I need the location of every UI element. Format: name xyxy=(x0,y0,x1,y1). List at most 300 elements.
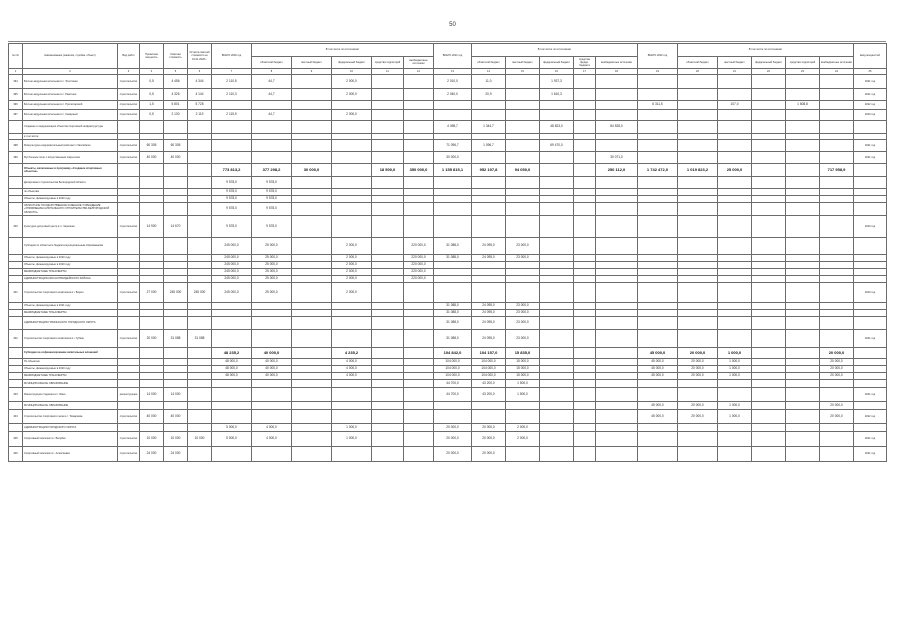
cell-name: Департамент строительства Белгородской области xyxy=(23,177,118,189)
cell-no xyxy=(9,189,23,196)
cell-t21 xyxy=(434,203,472,216)
cell-t21 xyxy=(434,262,472,269)
cell-c14: 24 095,0 xyxy=(472,310,506,317)
cell-name: Строительство спортивного комплекса в г. Бирюч xyxy=(23,283,118,303)
cell-c9 xyxy=(292,447,332,462)
cell-no: 396 xyxy=(9,101,23,110)
cell-rem xyxy=(188,262,212,269)
cell-c14: 20 000,0 xyxy=(472,424,506,432)
cell-c20: 107,0 xyxy=(718,101,752,110)
cell-c20: 1 000,0 xyxy=(718,366,752,373)
cell-work xyxy=(118,164,140,177)
cell-c11 xyxy=(372,189,404,196)
cell-t21 xyxy=(434,410,472,424)
cell-c15: 23 000,0 xyxy=(506,317,540,330)
cell-c10 xyxy=(332,152,372,164)
cell-c20 xyxy=(718,317,752,330)
cell-c12 xyxy=(404,310,434,317)
cell-c9 xyxy=(292,283,332,303)
cell-cap: 14 900 xyxy=(140,216,164,238)
cell-t22 xyxy=(638,196,678,203)
cell-name: МУНИЦИПАЛЬНОЕ ОБРАЗОВАНИЕ xyxy=(23,380,118,388)
cell-rem xyxy=(188,203,212,216)
cell-c18 xyxy=(596,89,638,101)
header-cost: Сметная стоимость xyxy=(164,44,188,69)
cell-input xyxy=(854,203,887,216)
cell-c17 xyxy=(574,317,596,330)
table-row xyxy=(9,348,887,359)
cell-c9 xyxy=(292,269,332,276)
cell-c22 xyxy=(786,75,820,89)
cell-t20: 9 578,0 xyxy=(212,177,252,189)
cell-name: Блочно-модульная котельная в с. Тростянка xyxy=(23,75,118,89)
cell-c15 xyxy=(506,121,540,134)
table-row xyxy=(9,447,887,462)
cell-cap xyxy=(140,196,164,203)
cell-c16 xyxy=(540,402,574,410)
cell-c15 xyxy=(506,89,540,101)
cell-t22 xyxy=(638,140,678,152)
cell-cap: 27 000 xyxy=(140,283,164,303)
header-2021-offbudget: внебюджетные источники xyxy=(596,56,638,69)
cell-c11 xyxy=(372,359,404,366)
header-total-2022: ВСЕГО 2022 год xyxy=(638,44,678,69)
cell-c11 xyxy=(372,432,404,447)
cell-c15 xyxy=(506,152,540,164)
cell-c16 xyxy=(540,238,574,255)
cell-c22 xyxy=(786,359,820,366)
cell-c25 xyxy=(820,276,854,283)
cell-work: реконструкция xyxy=(118,388,140,402)
cell-c20 xyxy=(718,152,752,164)
cell-c11 xyxy=(372,317,404,330)
cell-c9 xyxy=(292,373,332,380)
cell-cap xyxy=(140,177,164,189)
cell-cost xyxy=(164,359,188,366)
cell-input: 2021 год xyxy=(854,75,887,89)
header-2020-federal: федеральный бюджет xyxy=(332,56,372,69)
cell-c19: 20 000,0 xyxy=(678,366,718,373)
cell-no: 400 xyxy=(9,216,23,238)
cell-c16 xyxy=(540,424,574,432)
cell-c25: 20 000,0 xyxy=(820,348,854,359)
cell-no: 399 xyxy=(9,152,23,164)
cell-c21 xyxy=(752,317,786,330)
cell-c15 xyxy=(506,216,540,238)
table-row xyxy=(9,177,887,189)
cell-c15: 94 050,0 xyxy=(506,164,540,177)
cell-c14 xyxy=(472,216,506,238)
cell-c9 xyxy=(292,140,332,152)
column-number: 15 xyxy=(506,69,540,75)
cell-name: Блочно-модульная котельная в с. Ракитное xyxy=(23,89,118,101)
cell-cap: 40 000 xyxy=(140,410,164,424)
cell-t20: 48 000,0 xyxy=(212,373,252,380)
cell-rem: 4 144 xyxy=(188,89,212,101)
cell-c11 xyxy=(372,269,404,276)
cell-c20 xyxy=(718,238,752,255)
cell-c17 xyxy=(574,432,596,447)
cell-c25 xyxy=(820,317,854,330)
cell-c14: 20 000,0 xyxy=(472,447,506,462)
table-row xyxy=(9,121,887,134)
cell-c21 xyxy=(752,196,786,203)
cell-c17 xyxy=(574,366,596,373)
cell-c11 xyxy=(372,380,404,388)
cell-c25 xyxy=(820,310,854,317)
cell-name: в том числе: xyxy=(23,134,118,140)
header-no: № п/п xyxy=(9,44,23,69)
cell-work: строительство xyxy=(118,432,140,447)
cell-c17 xyxy=(574,359,596,366)
header-group-2020: В том числе по источникам: xyxy=(252,44,434,57)
cell-c8: 40 000,0 xyxy=(252,373,292,380)
cell-t22: 45 000,0 xyxy=(638,366,678,373)
cell-name: по объектам xyxy=(23,189,118,196)
cell-name: Реконструкция стадиона в п. Ивня xyxy=(23,388,118,402)
cell-c8 xyxy=(252,140,292,152)
cell-c9 xyxy=(292,424,332,432)
cell-c14 xyxy=(472,203,506,216)
cell-c9 xyxy=(292,216,332,238)
cell-rem: 2 119 xyxy=(188,110,212,121)
cell-c25 xyxy=(820,447,854,462)
cell-c20 xyxy=(718,196,752,203)
column-number: 22 xyxy=(752,69,786,75)
cell-c20 xyxy=(718,303,752,310)
table-row xyxy=(9,269,887,276)
cell-no xyxy=(9,402,23,410)
table-row xyxy=(9,410,887,424)
cell-no xyxy=(9,380,23,388)
cell-c11 xyxy=(372,196,404,203)
cell-c14: 104 157,0 xyxy=(472,348,506,359)
cell-c11 xyxy=(372,238,404,255)
cell-c17 xyxy=(574,110,596,121)
cell-c22 xyxy=(786,317,820,330)
cell-input xyxy=(854,366,887,373)
cell-no xyxy=(9,238,23,255)
cell-input xyxy=(854,424,887,432)
cell-cost xyxy=(164,238,188,255)
column-number: 6 xyxy=(188,69,212,75)
cell-rem: 5 728 xyxy=(188,101,212,110)
cell-c22 xyxy=(786,373,820,380)
cell-c17 xyxy=(574,262,596,269)
cell-c19 xyxy=(678,447,718,462)
cell-c16 xyxy=(540,177,574,189)
cell-c25 xyxy=(820,262,854,269)
cell-c18 xyxy=(596,140,638,152)
cell-cap: 60 305 xyxy=(140,140,164,152)
cell-c15: 2 000,0 xyxy=(506,432,540,447)
table-row xyxy=(9,140,887,152)
cell-c8 xyxy=(252,402,292,410)
cell-t21: 31 088,0 xyxy=(434,238,472,255)
cell-c9 xyxy=(292,303,332,310)
cell-c16 xyxy=(540,216,574,238)
cell-c21 xyxy=(752,255,786,262)
cell-c11 xyxy=(372,203,404,216)
cell-c12 xyxy=(404,196,434,203)
cell-c18 xyxy=(596,330,638,348)
cell-c16 xyxy=(540,189,574,196)
header-2020-local: местный бюджет xyxy=(292,56,332,69)
cell-c21 xyxy=(752,348,786,359)
cell-t21 xyxy=(434,216,472,238)
cell-c14 xyxy=(472,110,506,121)
cell-c14: 43 200,0 xyxy=(472,380,506,388)
cell-t21 xyxy=(434,276,472,283)
cell-c21 xyxy=(752,380,786,388)
header-total-2021: ВСЕГО 2021 год xyxy=(434,44,472,69)
page-number: 50 xyxy=(449,22,456,28)
cell-c18 xyxy=(596,366,638,373)
cell-c8: 44,7 xyxy=(252,110,292,121)
cell-t21: 104 842,0 xyxy=(434,348,472,359)
cell-work xyxy=(118,310,140,317)
cell-rem: 10 000 xyxy=(188,432,212,447)
cell-c16 xyxy=(540,255,574,262)
cell-c9 xyxy=(292,101,332,110)
cell-c9 xyxy=(292,432,332,447)
table-row xyxy=(9,402,887,410)
column-number: 11 xyxy=(372,69,404,75)
cell-c17 xyxy=(574,89,596,101)
cell-c12 xyxy=(404,402,434,410)
cell-c11 xyxy=(372,388,404,402)
cell-c15 xyxy=(506,269,540,276)
cell-c25 xyxy=(820,432,854,447)
cell-c20 xyxy=(718,189,752,196)
cell-c14: 20,9 xyxy=(472,89,506,101)
cell-no: 405 xyxy=(9,432,23,447)
cell-t20 xyxy=(212,330,252,348)
cell-c20 xyxy=(718,203,752,216)
cell-t22 xyxy=(638,262,678,269)
cell-c20 xyxy=(718,121,752,134)
cell-c11 xyxy=(372,424,404,432)
cell-work xyxy=(118,317,140,330)
cell-c14: 43 200,0 xyxy=(472,388,506,402)
cell-c25 xyxy=(820,152,854,164)
cell-t21 xyxy=(434,177,472,189)
table-row xyxy=(9,276,887,283)
cell-t21: 31 088,0 xyxy=(434,310,472,317)
cell-c19 xyxy=(678,424,718,432)
cell-work: строительство xyxy=(118,75,140,89)
cell-c11 xyxy=(372,89,404,101)
cell-c9 xyxy=(292,121,332,134)
cell-c18 xyxy=(596,255,638,262)
cell-c8: 25 000,0 xyxy=(252,276,292,283)
cell-c22 xyxy=(786,203,820,216)
cell-work xyxy=(118,359,140,366)
cell-c10 xyxy=(332,410,372,424)
header-group-2021: В том числе по источникам: xyxy=(472,44,638,57)
cell-c22 xyxy=(786,121,820,134)
cell-work xyxy=(118,255,140,262)
table-row xyxy=(9,366,887,373)
cell-name: Объекты, финансируемые в 2020 году xyxy=(23,196,118,203)
cell-c21 xyxy=(752,152,786,164)
cell-c17 xyxy=(574,216,596,238)
cell-name: АДМИНИСТРАЦИЯ КРАСНОГВАРДЕЙСКОГО РАЙОНА xyxy=(23,276,118,283)
cell-c12: 220 000,0 xyxy=(404,255,434,262)
cell-cost: 14 000 xyxy=(164,388,188,402)
cell-cost: 31 088 xyxy=(164,330,188,348)
cell-c19 xyxy=(678,238,718,255)
cell-cost: 40 000 xyxy=(164,410,188,424)
table-row xyxy=(9,303,887,310)
cell-c15 xyxy=(506,75,540,89)
header-row-top xyxy=(9,44,887,57)
cell-c20 xyxy=(718,75,752,89)
cell-t20 xyxy=(212,388,252,402)
table-row xyxy=(9,110,887,121)
cell-c17 xyxy=(574,388,596,402)
cell-t22: 45 000,0 xyxy=(638,402,678,410)
cell-input xyxy=(854,269,887,276)
cell-c14 xyxy=(472,410,506,424)
cell-work: строительство xyxy=(118,152,140,164)
cell-cap xyxy=(140,424,164,432)
cell-c9 xyxy=(292,317,332,330)
cell-c15 xyxy=(506,177,540,189)
header-2020-territory: средства территорий xyxy=(372,56,404,69)
cell-t22 xyxy=(638,432,678,447)
cell-c22 xyxy=(786,89,820,101)
cell-c25 xyxy=(820,424,854,432)
cell-c22 xyxy=(786,402,820,410)
cell-c12 xyxy=(404,216,434,238)
cell-c17 xyxy=(574,310,596,317)
cell-cap: 10 000 xyxy=(140,432,164,447)
cell-c9 xyxy=(292,196,332,203)
cell-t22 xyxy=(638,152,678,164)
cell-t22 xyxy=(638,238,678,255)
cell-no: 401 xyxy=(9,283,23,303)
column-number: 9 xyxy=(292,69,332,75)
cell-c22 xyxy=(786,110,820,121)
cell-c19 xyxy=(678,140,718,152)
cell-c18 xyxy=(596,424,638,432)
cell-c15: 23 000,0 xyxy=(506,255,540,262)
cell-no: 404 xyxy=(9,410,23,424)
cell-c10: 4 235,2 xyxy=(332,348,372,359)
cell-c20 xyxy=(718,330,752,348)
cell-rem xyxy=(188,177,212,189)
cell-t20 xyxy=(212,402,252,410)
cell-c20: 1 000,0 xyxy=(718,410,752,424)
cell-cap xyxy=(140,238,164,255)
cell-cost xyxy=(164,424,188,432)
header-2022-federal: федеральный бюджет xyxy=(752,56,786,69)
cell-c17 xyxy=(574,140,596,152)
cell-c16: 1 937,3 xyxy=(540,75,574,89)
table-row xyxy=(9,262,887,269)
cell-c16 xyxy=(540,110,574,121)
cell-name: АДМИНИСТРАЦИЯ ГУБКИНСКОГО ГОРОДСКОГО ОКРУГА xyxy=(23,317,118,330)
cell-c10 xyxy=(332,388,372,402)
cell-work xyxy=(118,276,140,283)
cell-c12 xyxy=(404,410,434,424)
cell-input xyxy=(854,262,887,269)
cell-c14 xyxy=(472,402,506,410)
cell-c17 xyxy=(574,283,596,303)
cell-c21 xyxy=(752,238,786,255)
cell-c22 xyxy=(786,238,820,255)
cell-cap xyxy=(140,255,164,262)
cell-t20: 5 000,0 xyxy=(212,424,252,432)
cell-c22 xyxy=(786,310,820,317)
cell-t20: 9 578,0 xyxy=(212,203,252,216)
column-number: 8 xyxy=(252,69,292,75)
cell-c14: 24 095,0 xyxy=(472,317,506,330)
cell-c18 xyxy=(596,410,638,424)
cell-c22 xyxy=(786,216,820,238)
cell-t20 xyxy=(212,410,252,424)
cell-name: Физкультурно-оздоровительный комплекс с бассейном xyxy=(23,140,118,152)
cell-cost xyxy=(164,276,188,283)
cell-c16: 1 610,3 xyxy=(540,89,574,101)
cell-c16 xyxy=(540,380,574,388)
cell-cost xyxy=(164,373,188,380)
cell-c10 xyxy=(332,140,372,152)
cell-no xyxy=(9,269,23,276)
cell-c11: 18 500,0 xyxy=(372,164,404,177)
cell-input: 2020 год xyxy=(854,110,887,121)
cell-rem xyxy=(188,359,212,366)
cell-t21 xyxy=(434,402,472,410)
cell-t20 xyxy=(212,317,252,330)
cell-c11 xyxy=(372,410,404,424)
cell-c14: 24 095,0 xyxy=(472,238,506,255)
cell-t20: 245 000,0 xyxy=(212,255,252,262)
cell-c21 xyxy=(752,262,786,269)
cell-cost xyxy=(164,177,188,189)
cell-c11 xyxy=(372,75,404,89)
cell-cap xyxy=(140,366,164,373)
cell-cost: 4 456 xyxy=(164,75,188,89)
cell-c14: 11,0 xyxy=(472,75,506,89)
cell-c21 xyxy=(752,283,786,303)
cell-c19 xyxy=(678,310,718,317)
cell-c10 xyxy=(332,177,372,189)
cell-c16 xyxy=(540,203,574,216)
cell-c14: 104 000,0 xyxy=(472,359,506,366)
cell-c14: 952 197,8 xyxy=(472,164,506,177)
cell-c19 xyxy=(678,203,718,216)
cell-c8: 9 578,0 xyxy=(252,189,292,196)
cell-c11 xyxy=(372,216,404,238)
cell-c11 xyxy=(372,348,404,359)
cell-c14: 1 096,7 xyxy=(472,140,506,152)
cell-work: строительство xyxy=(118,140,140,152)
cell-c17 xyxy=(574,380,596,388)
cell-rem xyxy=(188,410,212,424)
cell-c17 xyxy=(574,447,596,462)
cell-c11 xyxy=(372,402,404,410)
cell-c25 xyxy=(820,140,854,152)
cell-rem: 31 088 xyxy=(188,330,212,348)
cell-c18 xyxy=(596,359,638,366)
cell-c9 xyxy=(292,152,332,164)
cell-t21: 104 000,0 xyxy=(434,366,472,373)
header-work-type: Вид работ xyxy=(118,44,140,69)
cell-t21: 4 498,7 xyxy=(434,121,472,134)
cell-cap: 40 000 xyxy=(140,152,164,164)
